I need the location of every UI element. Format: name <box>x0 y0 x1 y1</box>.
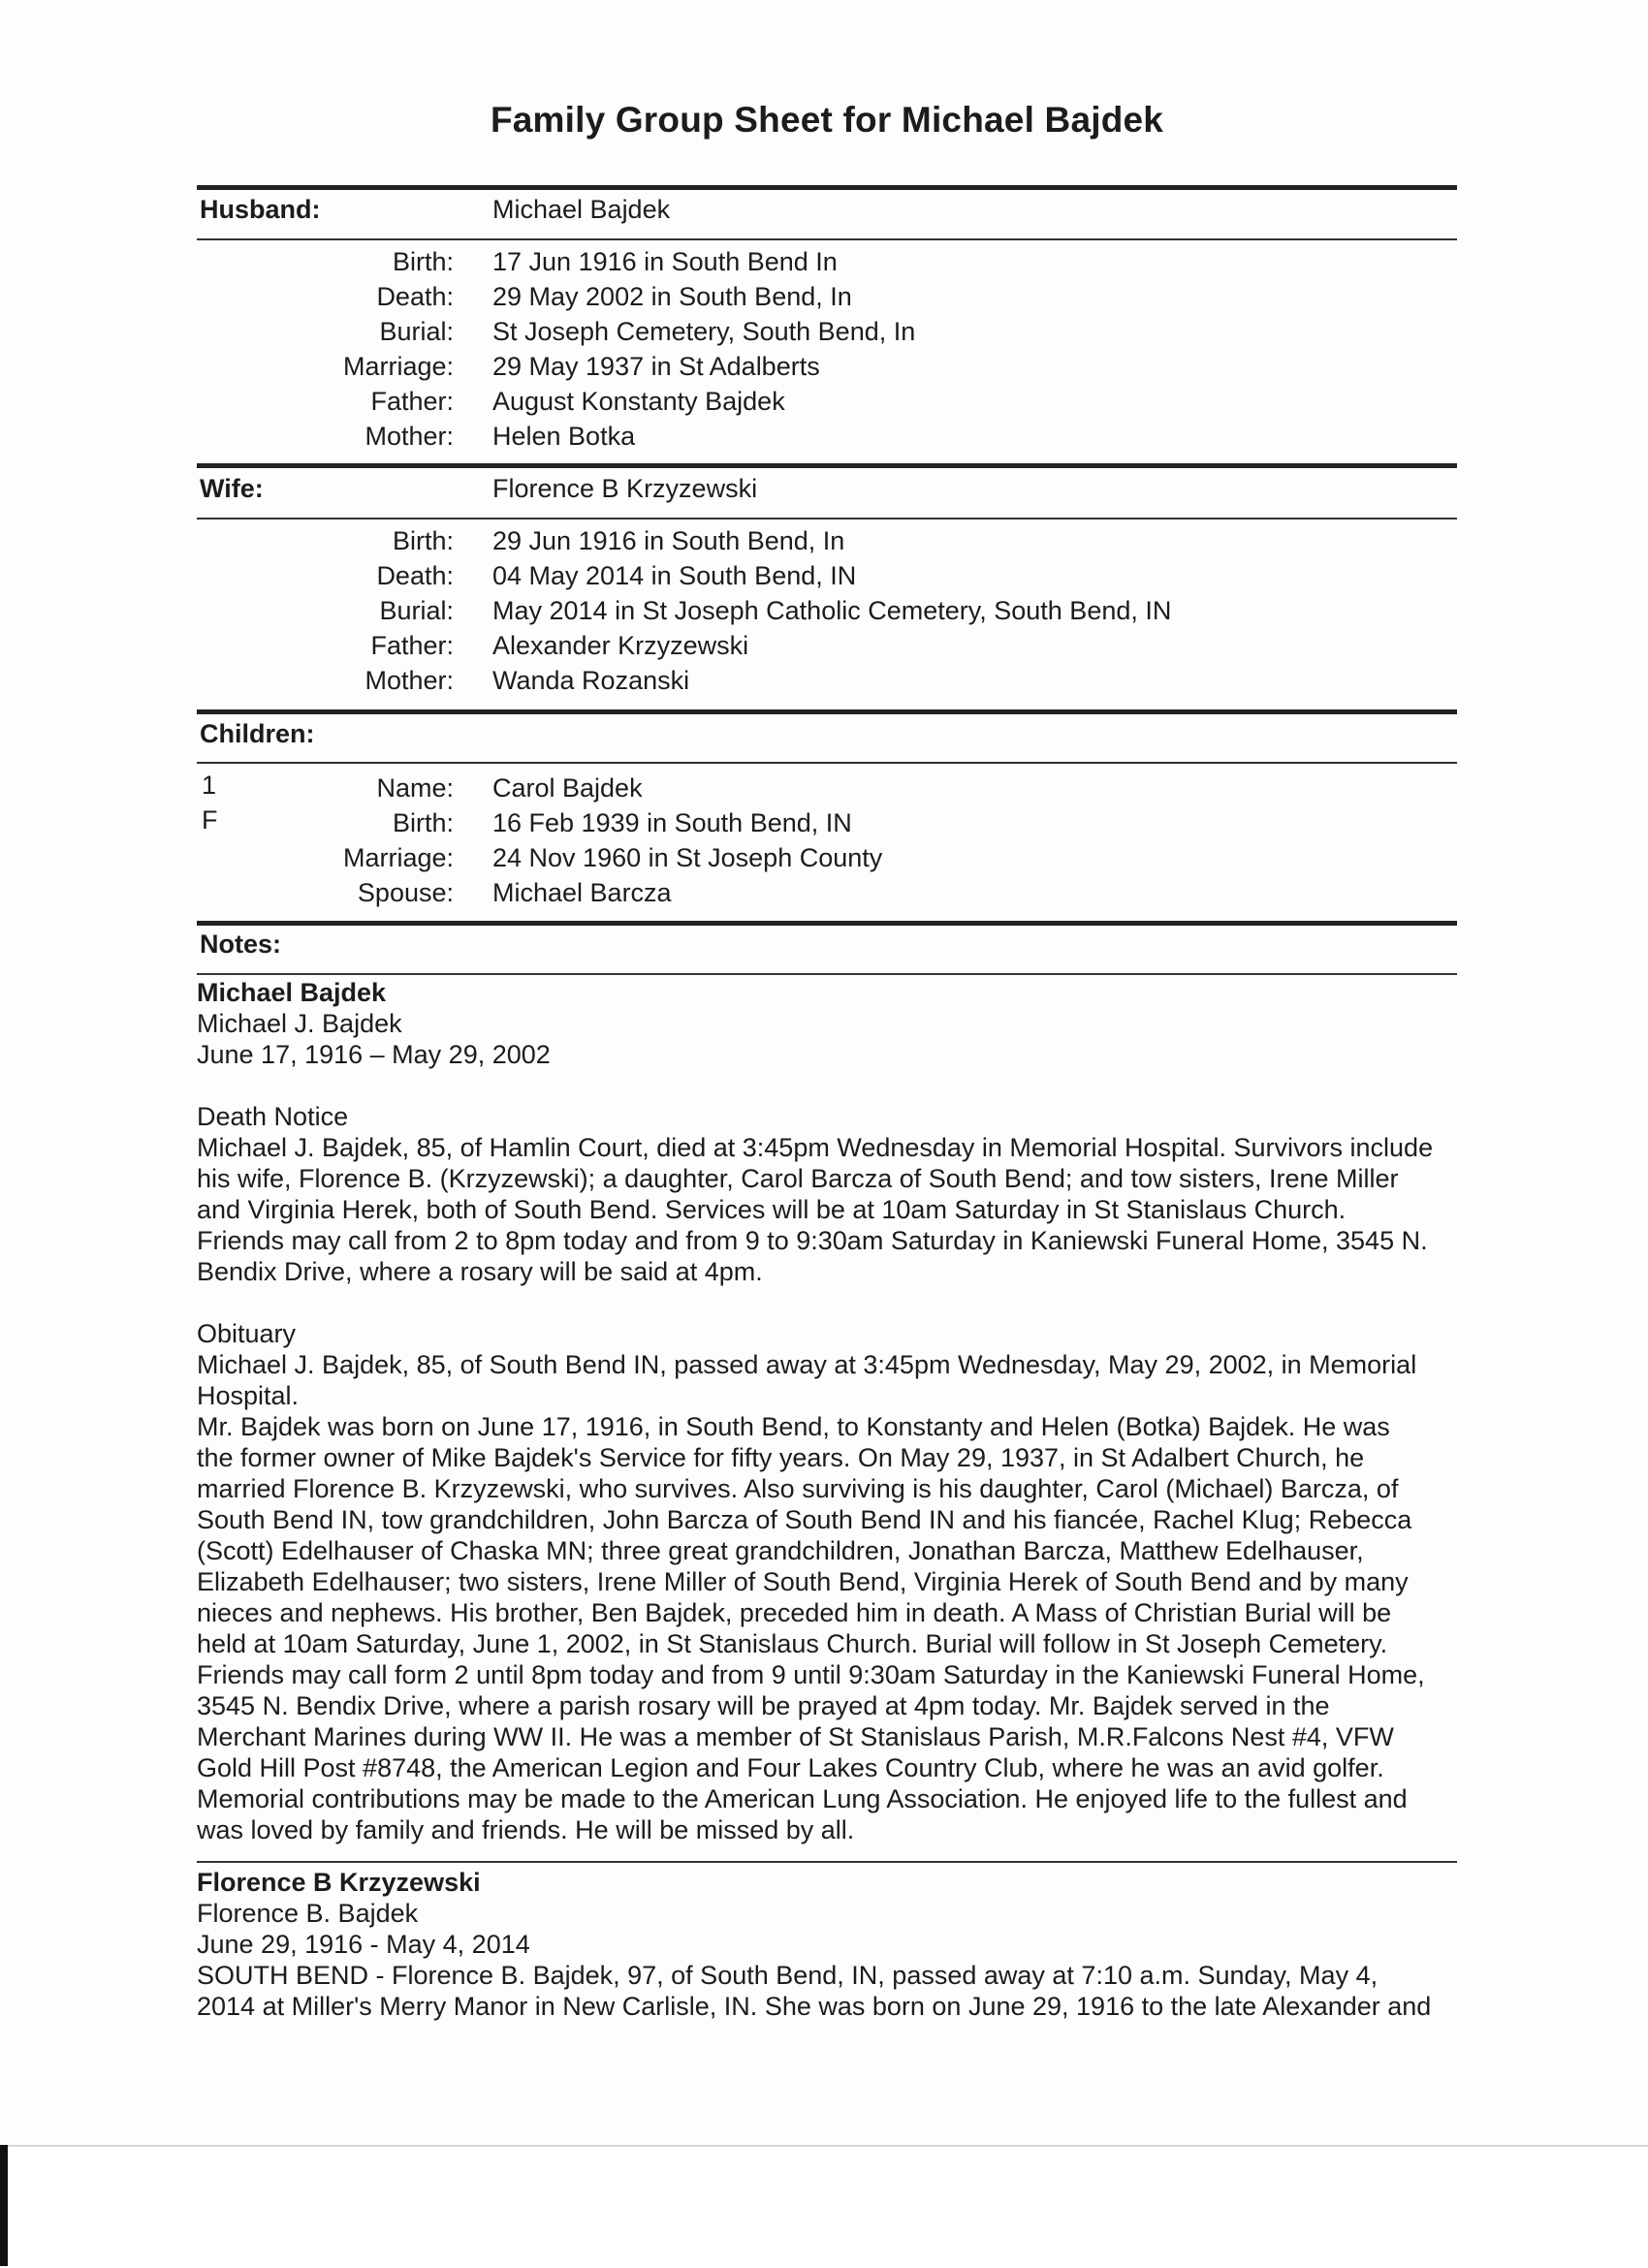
fact-value: May 2014 in St Joseph Catholic Cemetery, South Bend, IN <box>492 596 1172 625</box>
fact-value: 29 Jun 1916 in South Bend, In <box>492 526 845 555</box>
fact-label: Death: <box>376 282 454 311</box>
children-label: Children: <box>200 719 315 748</box>
fact-value: 04 May 2014 in South Bend, IN <box>492 561 857 590</box>
fact-value: 29 May 2002 in South Bend, In <box>492 282 852 311</box>
husband-fact-row <box>197 349 1457 384</box>
section-divider <box>197 709 1457 714</box>
child-sex: F <box>202 805 218 835</box>
fact-label: Burial: <box>379 596 454 625</box>
notes-line: 3545 N. Bendix Drive, where a parish rosary will be prayed at 4pm today. Mr. Bajdek served in the <box>197 1691 1330 1720</box>
wife-name: Florence B Krzyzewski <box>492 474 758 503</box>
notes-line: 2014 at Miller's Merry Manor in New Carlisle, IN. She was born on June 29, 1916 to the late Alexander and <box>197 1992 1432 2021</box>
notes-line: Florence B. Bajdek <box>197 1899 419 1928</box>
section-subdivider <box>197 238 1457 240</box>
fact-value: Alexander Krzyzewski <box>492 631 749 660</box>
fact-value: 29 May 1937 in St Adalberts <box>492 352 820 381</box>
notes-line: his wife, Florence B. (Krzyzewski); a daughter, Carol Barcza of South Bend; and tow sisters, Irene Miller <box>197 1164 1399 1193</box>
fact-value: Helen Botka <box>492 422 636 451</box>
notes-line: Merchant Marines during WW II. He was a member of St Stanislaus Parish, M.R.Falcons Nest #4, VFW <box>197 1722 1394 1751</box>
notes-line: Michael J. Bajdek <box>197 1009 402 1038</box>
fact-value: Wanda Rozanski <box>492 666 690 695</box>
notes-heading: Florence B Krzyzewski <box>197 1868 481 1897</box>
notes-line: South Bend IN, tow grandchildren, John Barcza of South Bend IN and his fiancée, Rachel Klug; Rebecca <box>197 1505 1412 1534</box>
notes-line: was loved by family and friends. He will be missed by all. <box>197 1815 855 1844</box>
husband-fact-row <box>197 419 1457 454</box>
husband-fact-row <box>197 279 1457 314</box>
child-fact-row <box>197 771 1457 805</box>
notes-line: Memorial contributions may be made to the American Lung Association. He enjoyed life to the fullest and <box>197 1784 1408 1813</box>
death-notice-title: Death Notice <box>197 1102 349 1131</box>
notes-line: June 17, 1916 – May 29, 2002 <box>197 1040 551 1069</box>
section-divider <box>197 921 1457 926</box>
section-subdivider <box>197 518 1457 520</box>
fact-label: Birth: <box>392 808 454 837</box>
wife-fact-row <box>197 558 1457 593</box>
child-number: 1 <box>202 771 217 800</box>
fact-label: Spouse: <box>357 878 454 907</box>
fact-value: 16 Feb 1939 in South Bend, IN <box>492 808 852 837</box>
fact-label: Father: <box>370 387 454 416</box>
child-fact-row <box>197 840 1457 875</box>
husband-fact-row <box>197 314 1457 349</box>
notes-line: Hospital. <box>197 1381 300 1410</box>
wife-fact-row <box>197 593 1457 628</box>
husband-fact-row <box>197 244 1457 279</box>
notes-florence <box>197 1867 1457 2022</box>
notes-line: Friends may call from 2 to 8pm today and from 9 to 9:30am Saturday in Kaniewski Funeral Home, 3545 N. <box>197 1226 1428 1255</box>
scan-bottom-margin <box>0 2145 1648 2268</box>
notes-line: married Florence B. Krzyzewski, who survives. Also surviving is his daughter, Carol (Michael) Barcza, of <box>197 1474 1399 1503</box>
notes-line: Mr. Bajdek was born on June 17, 1916, in South Bend, to Konstanty and Helen (Botka) Bajdek. He was <box>197 1412 1390 1441</box>
page-title: Family Group Sheet for Michael Bajdek <box>490 100 1164 140</box>
fact-label: Death: <box>376 561 454 590</box>
wife-fact-row <box>197 628 1457 663</box>
notes-divider <box>197 1861 1457 1863</box>
fact-label: Mother: <box>364 666 454 695</box>
wife-fact-row <box>197 663 1457 698</box>
fact-label: Father: <box>370 631 454 660</box>
fact-value: Michael Barcza <box>492 878 672 907</box>
notes-line: Friends may call form 2 until 8pm today and from 9 until 9:30am Saturday in the Kaniewski Funeral Home, <box>197 1660 1425 1689</box>
notes-line: and Virginia Herek, both of South Bend. Services will be at 10am Saturday in St Stanislaus Church. <box>197 1195 1347 1224</box>
wife-fact-row <box>197 523 1457 558</box>
section-subdivider <box>197 762 1457 764</box>
notes-line: SOUTH BEND - Florence B. Bajdek, 97, of South Bend, IN, passed away at 7:10 a.m. Sunday, May 4, <box>197 1961 1379 1990</box>
fact-label: Mother: <box>364 422 454 451</box>
notes-line: the former owner of Mike Bajdek's Service for fifty years. On May 29, 1937, in St Adalbert Church, he <box>197 1443 1365 1472</box>
notes-line: Michael J. Bajdek, 85, of South Bend IN, passed away at 3:45pm Wednesday, May 29, 2002, in Memorial <box>197 1350 1417 1379</box>
husband-name: Michael Bajdek <box>492 195 671 224</box>
child-fact-row <box>197 805 1457 840</box>
notes-heading: Michael Bajdek <box>197 978 387 1007</box>
husband-label: Husband: <box>200 195 321 224</box>
notes-line: held at 10am Saturday, June 1, 2002, in St Stanislaus Church. Burial will follow in St Joseph Cemetery. <box>197 1629 1388 1658</box>
notes-line: nieces and nephews. His brother, Ben Bajdek, preceded him in death. A Mass of Christian Burial will be <box>197 1598 1392 1627</box>
notes-line: (Scott) Edelhauser of Chaska MN; three great grandchildren, Jonathan Barcza, Matthew Edelhauser, <box>197 1536 1364 1565</box>
section-divider <box>197 463 1457 468</box>
fact-label: Marriage: <box>342 843 454 872</box>
fact-value: 17 Jun 1916 in South Bend In <box>492 247 838 276</box>
fact-label: Name: <box>376 773 454 803</box>
notes-line: Elizabeth Edelhauser; two sisters, Irene Miller of South Bend, Virginia Herek of South Bend and by many <box>197 1567 1409 1596</box>
notes-line: June 29, 1916 - May 4, 2014 <box>197 1930 530 1959</box>
fact-label: Marriage: <box>342 352 454 381</box>
fact-label: Birth: <box>392 247 454 276</box>
fact-value: Carol Bajdek <box>492 773 643 803</box>
fact-value: St Joseph Cemetery, South Bend, In <box>492 317 916 346</box>
husband-fact-row <box>197 384 1457 419</box>
obituary-title: Obituary <box>197 1319 297 1348</box>
fact-label: Burial: <box>379 317 454 346</box>
notes-line: Bendix Drive, where a rosary will be said at 4pm. <box>197 1257 763 1286</box>
child-fact-row <box>197 875 1457 910</box>
section-divider <box>197 185 1457 190</box>
wife-label: Wife: <box>200 474 264 503</box>
section-subdivider <box>197 973 1457 975</box>
notes-michael <box>197 977 1457 1845</box>
notes-label: Notes: <box>200 929 282 959</box>
scan-edge-shadow <box>0 2145 8 2266</box>
notes-line: Gold Hill Post #8748, the American Legion and Four Lakes Country Club, where he was an avid golfer. <box>197 1753 1384 1782</box>
fact-value: 24 Nov 1960 in St Joseph County <box>492 843 883 872</box>
fact-label: Birth: <box>392 526 454 555</box>
fact-value: August Konstanty Bajdek <box>492 387 785 416</box>
notes-line: Michael J. Bajdek, 85, of Hamlin Court, died at 3:45pm Wednesday in Memorial Hospital. Survivors include <box>197 1133 1434 1162</box>
